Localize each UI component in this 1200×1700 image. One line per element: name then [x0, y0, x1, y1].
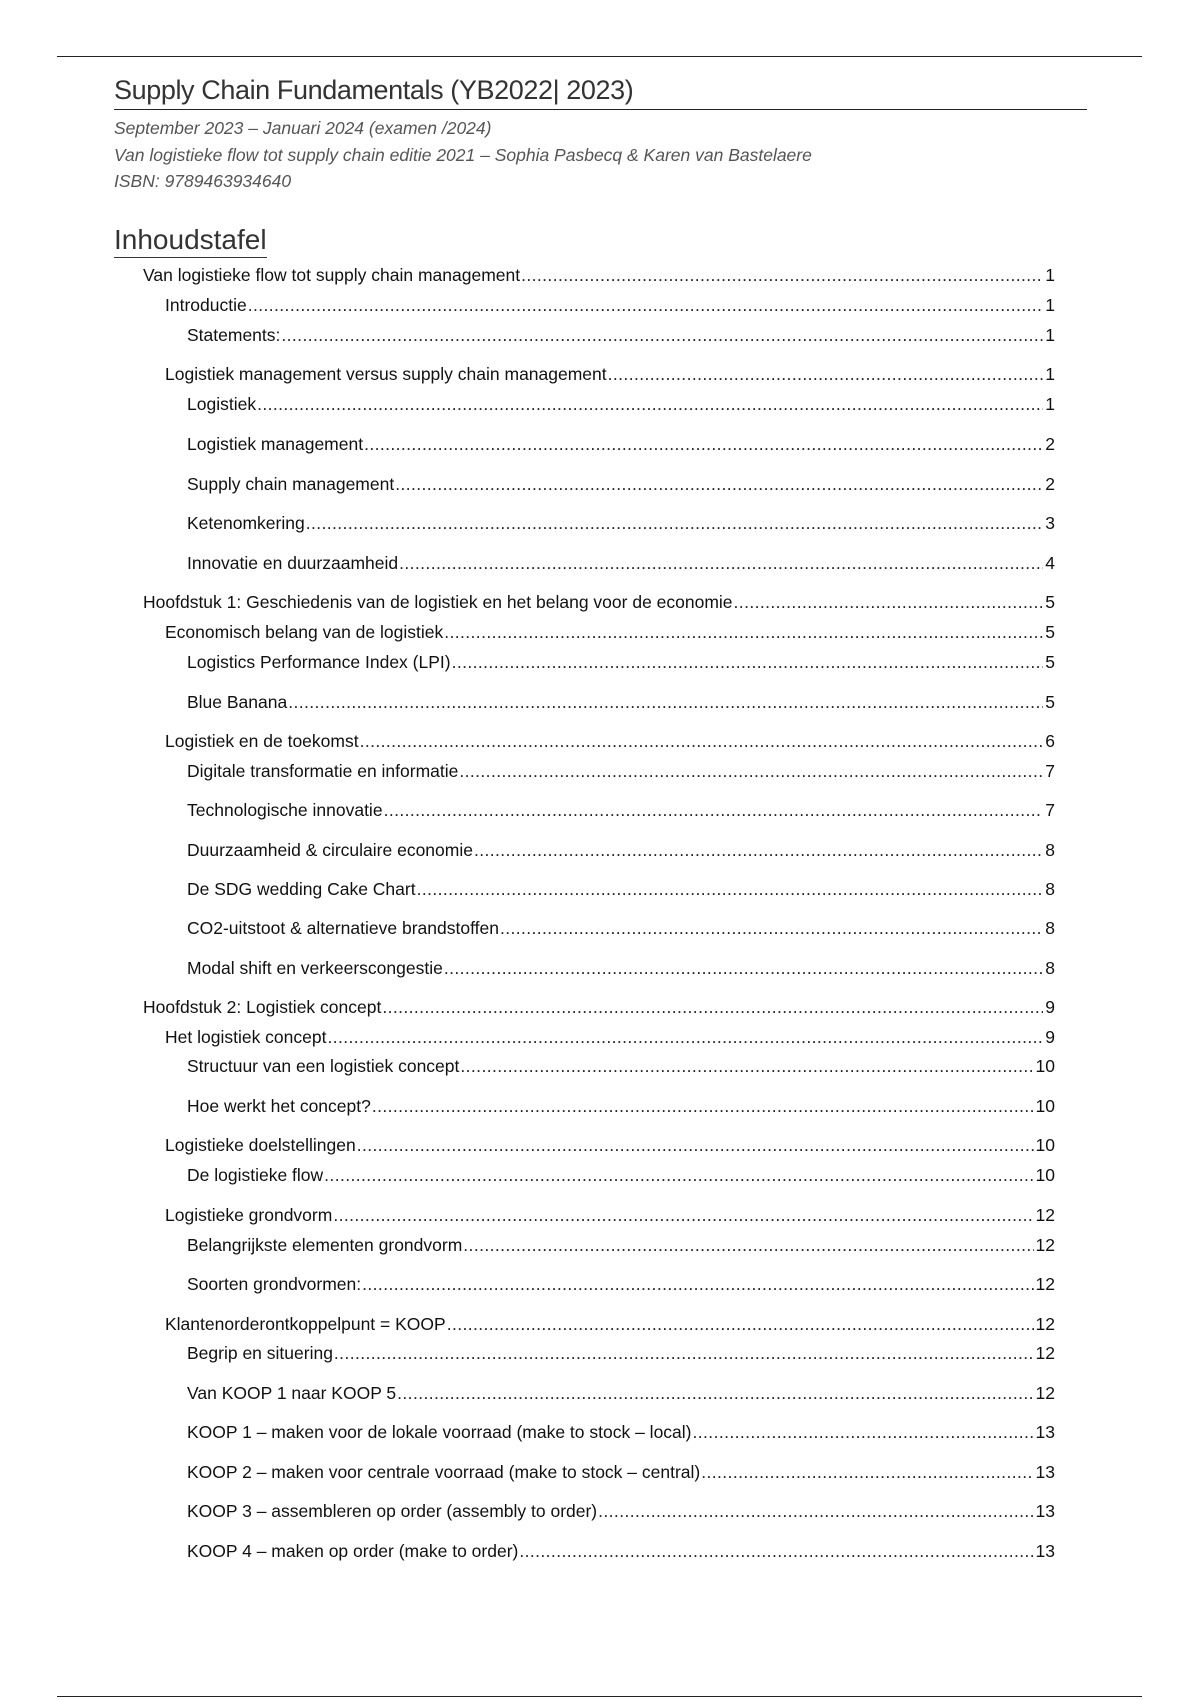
- toc-entry-page: 5: [1045, 622, 1055, 642]
- toc-dot-leader: [734, 589, 1044, 615]
- toc-entry-page: 13: [1035, 1541, 1055, 1561]
- toc-entry-label: Logistieke doelstellingen: [165, 1135, 356, 1155]
- toc-dot-leader: [397, 1380, 1033, 1406]
- toc-dot-leader: [608, 361, 1044, 387]
- toc-entry[interactable]: [187, 391, 1055, 417]
- toc-entry-label: Technologische innovatie: [187, 800, 383, 820]
- toc-entry-page: 3: [1045, 513, 1055, 533]
- toc-dot-leader: [399, 550, 1043, 576]
- toc-entry[interactable]: [187, 431, 1055, 457]
- toc-entry-label: De SDG wedding Cake Chart: [187, 879, 416, 899]
- toc-entry-label: KOOP 3 – assembleren op order (assembly to order): [187, 1501, 598, 1521]
- toc-dot-leader: [360, 728, 1044, 754]
- toc-entry[interactable]: [165, 292, 1055, 318]
- toc-entry[interactable]: [187, 1162, 1055, 1188]
- toc-entry-page: 13: [1035, 1422, 1055, 1442]
- toc-entry-label: Logistics Performance Index (LPI): [187, 652, 451, 672]
- toc-entry-page: 1: [1045, 325, 1055, 345]
- toc-dot-leader: [444, 619, 1043, 645]
- toc-entry-page: 10: [1035, 1135, 1055, 1155]
- toc-entry[interactable]: [187, 1459, 1055, 1485]
- toc-entry[interactable]: [187, 1498, 1055, 1524]
- toc-entry[interactable]: [187, 1053, 1055, 1079]
- document-title: Supply Chain Fundamentals (YB2022| 2023): [114, 72, 1087, 110]
- toc-entry-label: Van logistieke flow tot supply chain management: [143, 265, 521, 285]
- toc-entry-label: Logistiek en de toekomst: [165, 731, 359, 751]
- toc-entry-page: 6: [1045, 731, 1055, 751]
- toc-entry-page: 13: [1035, 1501, 1055, 1521]
- toc-entry-label: Logistiek: [187, 394, 257, 414]
- toc-dot-leader: [417, 876, 1044, 902]
- toc-entry-label: Van KOOP 1 naar KOOP 5: [187, 1383, 397, 1403]
- toc-entry[interactable]: [187, 837, 1055, 863]
- toc-entry[interactable]: [187, 510, 1055, 536]
- toc-entry-page: 2: [1045, 434, 1055, 454]
- toc-dot-leader: [357, 1132, 1034, 1158]
- toc-dot-leader: [257, 391, 1043, 417]
- toc-dot-leader: [362, 1271, 1033, 1297]
- toc-entry-page: 1: [1045, 394, 1055, 414]
- toc-dot-leader: [701, 1459, 1033, 1485]
- toc-entry-page: 12: [1035, 1205, 1055, 1225]
- toc-entry-label: Logistiek management versus supply chain management: [165, 364, 607, 384]
- toc-dot-leader: [693, 1419, 1034, 1445]
- toc-entry-label: Belangrijkste elementen grondvorm: [187, 1235, 463, 1255]
- toc-entry-page: 1: [1045, 295, 1055, 315]
- toc-entry[interactable]: [165, 1132, 1055, 1158]
- toc-entry[interactable]: [187, 758, 1055, 784]
- toc-entry-label: Introductie: [165, 295, 247, 315]
- toc-entry-page: 12: [1035, 1274, 1055, 1294]
- toc-entry-page: 9: [1045, 1027, 1055, 1047]
- toc-entry-label: Duurzaamheid & circulaire economie: [187, 840, 473, 860]
- toc-entry[interactable]: [187, 322, 1055, 348]
- toc-entry[interactable]: [165, 1202, 1055, 1228]
- toc-entry[interactable]: [165, 1024, 1055, 1050]
- toc-entry[interactable]: [187, 1093, 1055, 1119]
- bottom-rule: [57, 1696, 1142, 1697]
- toc-entry-label: Digitale transformatie en informatie: [187, 761, 459, 781]
- toc-entry[interactable]: [187, 689, 1055, 715]
- toc-entry-label: Economisch belang van de logistiek: [165, 622, 444, 642]
- toc-dot-leader: [324, 1162, 1033, 1188]
- toc-entry[interactable]: [187, 1232, 1055, 1258]
- toc-entry[interactable]: [187, 915, 1055, 941]
- toc-dot-leader: [395, 471, 1043, 497]
- toc-entry[interactable]: [187, 550, 1055, 576]
- toc-entry-label: Klantenorderontkoppelpunt = KOOP: [165, 1314, 446, 1334]
- toc-dot-leader: [444, 955, 1043, 981]
- toc-entry-page: 12: [1035, 1314, 1055, 1334]
- toc-entry[interactable]: [187, 797, 1055, 823]
- meta-period: September 2023 – Januari 2024 (examen /2024): [114, 118, 492, 138]
- toc-dot-leader: [460, 1053, 1033, 1079]
- toc-entry-label: De logistieke flow: [187, 1165, 324, 1185]
- toc-dot-leader: [519, 1538, 1033, 1564]
- toc-entry[interactable]: [165, 1311, 1055, 1337]
- toc-dot-leader: [327, 1024, 1043, 1050]
- toc-entry-label: CO2-uitstoot & alternatieve brandstoffen: [187, 918, 499, 938]
- toc-entry-label: Hoe werkt het concept?: [187, 1096, 371, 1116]
- toc-dot-leader: [463, 1232, 1033, 1258]
- toc-entry-label: Blue Banana: [187, 692, 288, 712]
- toc-dot-leader: [459, 758, 1043, 784]
- toc-dot-leader: [288, 689, 1043, 715]
- toc-entry-label: Soorten grondvormen:: [187, 1274, 362, 1294]
- meta-book: Van logistieke flow tot supply chain editie 2021 – Sophia Pasbecq & Karen van Bastelaere: [114, 144, 812, 165]
- toc-entry[interactable]: [143, 262, 1055, 288]
- toc-entry-page: 9: [1045, 997, 1055, 1017]
- toc-entry-label: Modal shift en verkeerscongestie: [187, 958, 443, 978]
- toc-entry[interactable]: [187, 1419, 1055, 1445]
- toc-entry-label: Logistiek management: [187, 434, 364, 454]
- toc-entry-page: 10: [1035, 1165, 1055, 1185]
- toc-entry-page: 8: [1045, 879, 1055, 899]
- toc-entry-label: Innovatie en duurzaamheid: [187, 553, 399, 573]
- toc-entry-page: 5: [1045, 692, 1055, 712]
- toc-dot-leader: [372, 1093, 1034, 1119]
- toc-dot-leader: [364, 431, 1043, 457]
- toc-entry-page: 12: [1035, 1235, 1055, 1255]
- toc-entry[interactable]: [143, 994, 1055, 1020]
- toc-entry-page: 1: [1045, 265, 1055, 285]
- toc-entry[interactable]: [187, 1271, 1055, 1297]
- toc-entry-page: 10: [1035, 1096, 1055, 1116]
- toc-entry-label: Structuur van een logistiek concept: [187, 1056, 460, 1076]
- toc-dot-leader: [474, 837, 1043, 863]
- toc-entry-label: Supply chain management: [187, 474, 395, 494]
- toc-dot-leader: [281, 322, 1043, 348]
- toc-dot-leader: [248, 292, 1044, 318]
- meta-isbn: ISBN: 9789463934640: [114, 171, 292, 191]
- toc-entry[interactable]: [143, 589, 1055, 615]
- toc-entry-label: Statements:: [187, 325, 281, 345]
- toc-entry-page: 5: [1045, 652, 1055, 672]
- toc-entry-page: 12: [1035, 1383, 1055, 1403]
- toc-entry[interactable]: [187, 471, 1055, 497]
- toc-dot-leader: [521, 262, 1043, 288]
- toc-entry-label: Het logistiek concept: [165, 1027, 327, 1047]
- toc-entry-page: 10: [1035, 1056, 1055, 1076]
- toc-entry-label: Logistieke grondvorm: [165, 1205, 333, 1225]
- toc-entry[interactable]: [165, 728, 1055, 754]
- toc-heading: Inhoudstafel: [114, 223, 267, 258]
- toc-entry-label: KOOP 1 – maken voor de lokale voorraad (make to stock – local): [187, 1422, 692, 1442]
- toc-entry[interactable]: [165, 619, 1055, 645]
- toc-entry-label: Hoofdstuk 1: Geschiedenis van de logistiek en het belang voor de economie: [143, 592, 733, 612]
- toc-dot-leader: [306, 510, 1044, 536]
- toc-entry-label: Hoofdstuk 2: Logistiek concept: [143, 997, 382, 1017]
- toc-dot-leader: [500, 915, 1043, 941]
- toc-entry-page: 8: [1045, 840, 1055, 860]
- toc-entry-page: 13: [1035, 1462, 1055, 1482]
- toc-dot-leader: [382, 994, 1043, 1020]
- toc-entry-page: 4: [1045, 553, 1055, 573]
- toc-entry[interactable]: [187, 1380, 1055, 1406]
- toc-entry-label: KOOP 4 – maken op order (make to order): [187, 1541, 519, 1561]
- toc-dot-leader: [598, 1498, 1033, 1524]
- toc-entry-page: 5: [1045, 592, 1055, 612]
- toc-entry-page: 8: [1045, 918, 1055, 938]
- toc-entry-label: Begrip en situering: [187, 1343, 333, 1363]
- toc-entry-page: 7: [1045, 800, 1055, 820]
- toc-entry[interactable]: [187, 955, 1055, 981]
- toc-dot-leader: [452, 649, 1044, 675]
- toc-entry-page: 2: [1045, 474, 1055, 494]
- toc-dot-leader: [447, 1311, 1034, 1337]
- toc-entry[interactable]: [187, 1340, 1055, 1366]
- toc-entry-page: 12: [1035, 1343, 1055, 1363]
- toc-entry[interactable]: [187, 1538, 1055, 1564]
- toc-dot-leader: [384, 797, 1044, 823]
- toc-entry-label: Ketenomkering: [187, 513, 305, 533]
- toc-entry-page: 8: [1045, 958, 1055, 978]
- toc-dot-leader: [334, 1340, 1034, 1366]
- toc-entry[interactable]: [165, 361, 1055, 387]
- toc-entry[interactable]: [187, 649, 1055, 675]
- toc-entry[interactable]: [187, 876, 1055, 902]
- toc-entry-page: 7: [1045, 761, 1055, 781]
- toc-entry-page: 1: [1045, 364, 1055, 384]
- toc-dot-leader: [333, 1202, 1033, 1228]
- toc-entry-label: KOOP 2 – maken voor centrale voorraad (make to stock – central): [187, 1462, 701, 1482]
